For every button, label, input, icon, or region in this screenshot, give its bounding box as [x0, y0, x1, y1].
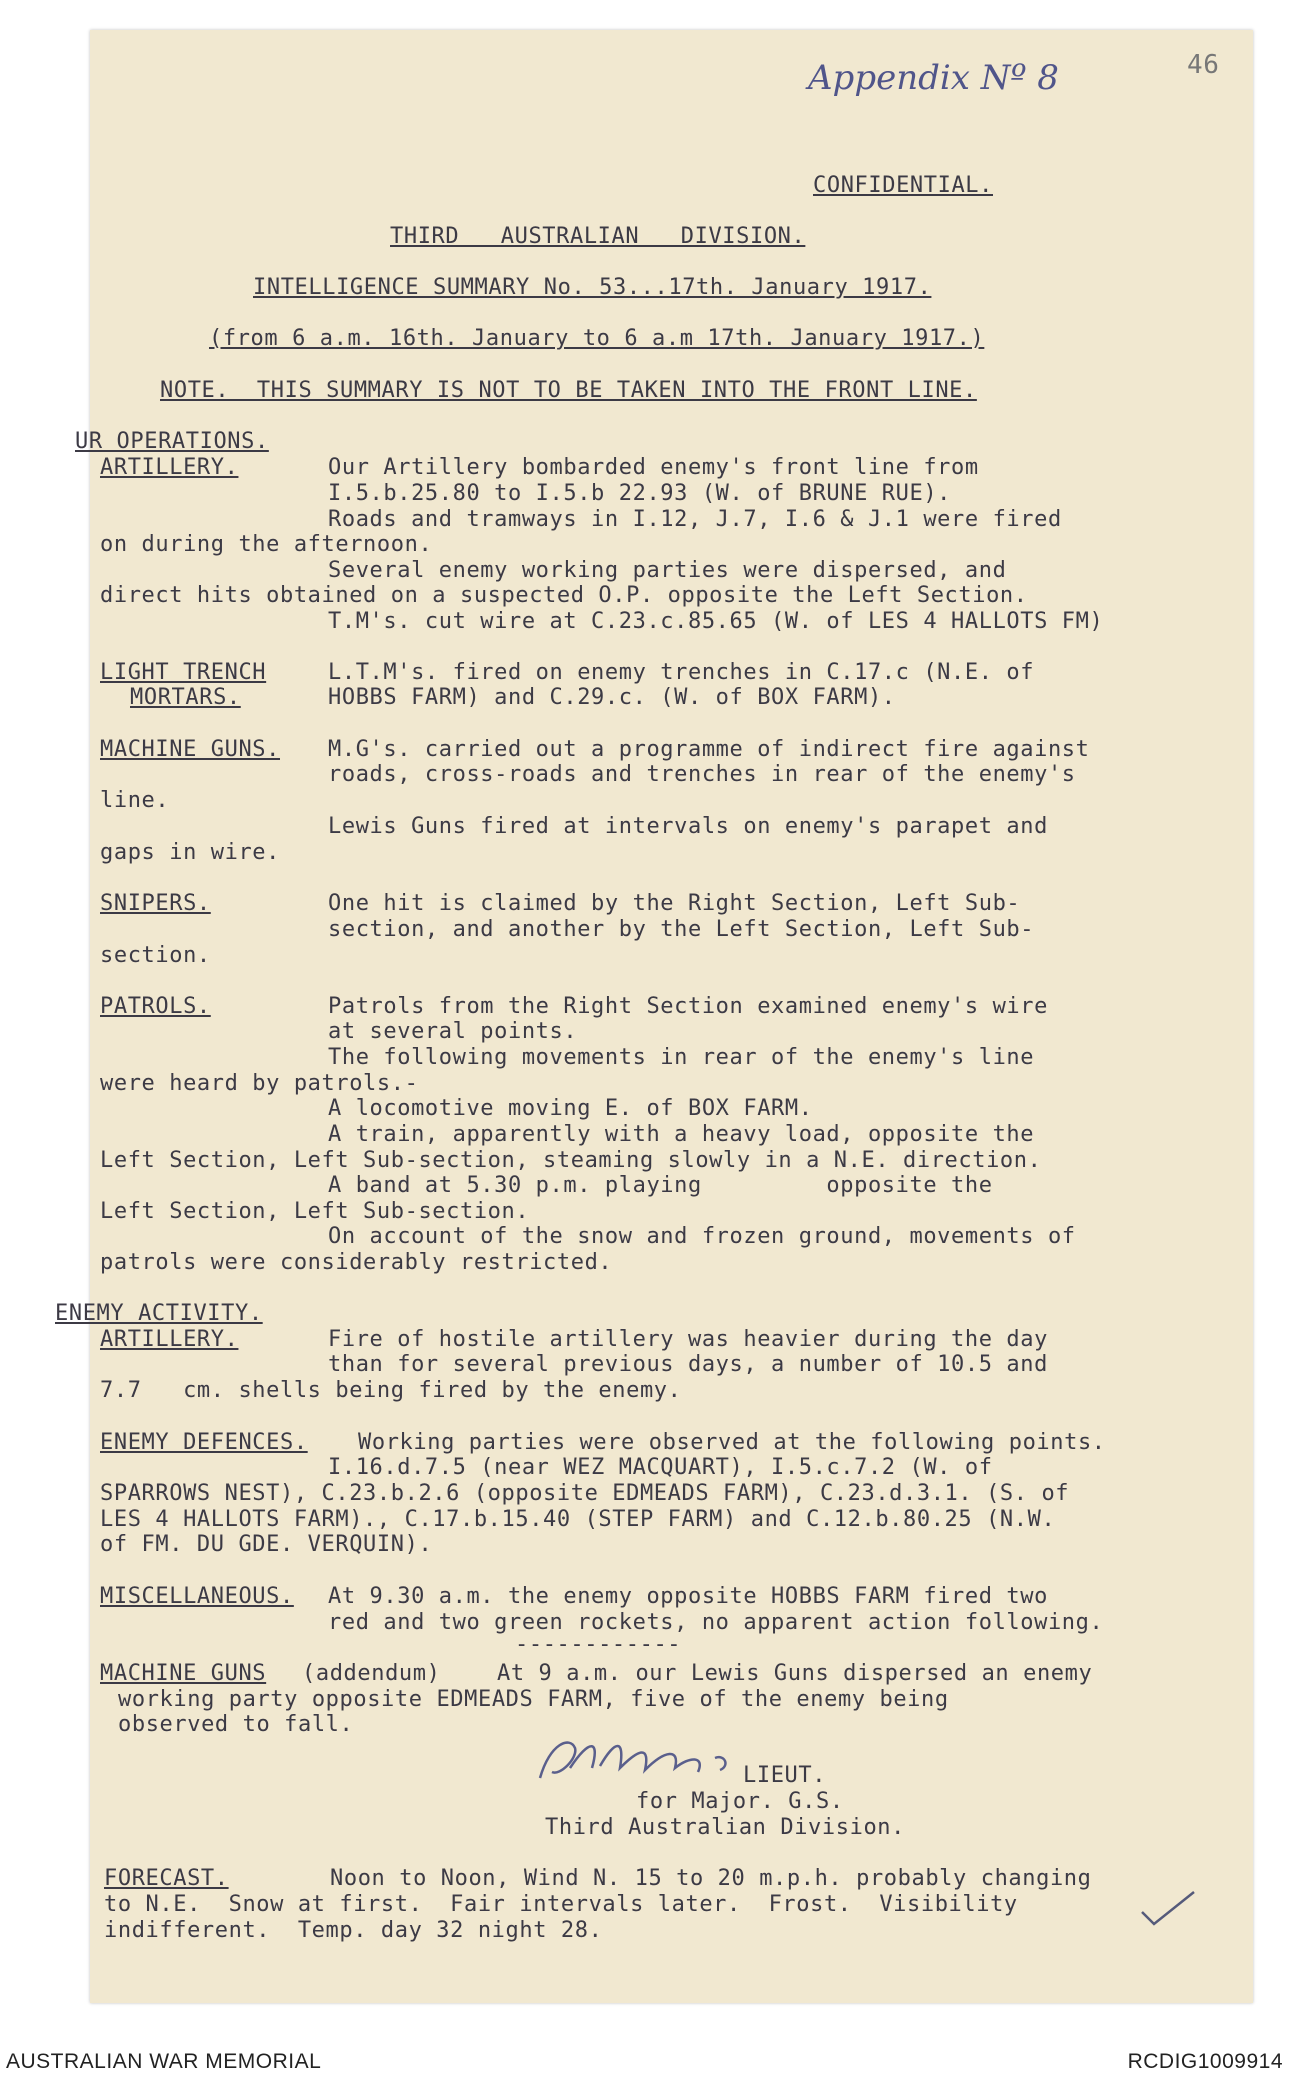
snipers-line: section.	[100, 943, 211, 968]
ltm-line: HOBBS FARM) and C.29.c. (W. of BOX FARM).	[328, 685, 896, 710]
artillery-line: T.M's. cut wire at C.23.c.85.65 (W. of LES 4 HALLOTS FM)	[328, 609, 1104, 634]
enemy-artillery-line: than for several previous days, a number of 10.5 and	[328, 1352, 1048, 1377]
artillery-line: Our Artillery bombarded enemy's front line from	[328, 455, 979, 480]
mg-addendum-label: MACHINE GUNS	[100, 1661, 267, 1686]
artillery-line: on during the afternoon.	[100, 532, 433, 557]
mg-addendum-line: At 9 a.m. our Lewis Guns dispersed an enemy	[497, 1661, 1093, 1686]
snipers-line: section, and another by the Left Section, Left Sub-	[328, 917, 1035, 942]
machine-guns-line: gaps in wire.	[100, 840, 280, 865]
forecast-line: Noon to Noon, Wind N. 15 to 20 m.p.h. probably changing	[330, 1866, 1092, 1891]
enemy-defences-line: LES 4 HALLOTS FARM)., C.17.b.15.40 (STEP FARM) and C.12.b.80.25 (N.W.	[100, 1507, 1056, 1532]
machine-guns-line: line.	[100, 788, 170, 813]
ltm-line: L.T.M's. fired on enemy trenches in C.17.c (N.E. of	[328, 660, 1035, 685]
enemy-artillery-line: Fire of hostile artillery was heavier during the day	[328, 1327, 1048, 1352]
miscellaneous-line: At 9.30 a.m. the enemy opposite HOBBS FARM fired two	[328, 1584, 1048, 1609]
patrols-line: patrols were considerably restricted.	[100, 1250, 613, 1275]
appendix-annotation: Appendix Nº 8	[808, 58, 1059, 98]
ltm-label: MORTARS.	[130, 685, 241, 710]
signature-rank: LIEUT.	[743, 1763, 827, 1788]
patrols-line: A train, apparently with a heavy load, opposite the	[328, 1122, 1035, 1147]
mg-addendum-line: working party opposite EDMEADS FARM, five of the enemy being	[118, 1687, 949, 1712]
artillery-line: direct hits obtained on a suspected O.P. opposite the Left Section.	[100, 583, 1028, 608]
confidential-label: CONFIDENTIAL.	[813, 173, 993, 198]
enemy-artillery-line: 7.7 cm. shells being fired by the enemy.	[100, 1378, 682, 1403]
mg-addendum-suffix: (addendum)	[302, 1661, 441, 1686]
patrols-line: A band at 5.30 p.m. playing opposite the	[328, 1173, 993, 1198]
machine-guns-label: MACHINE GUNS.	[100, 737, 280, 762]
patrols-line: On account of the snow and frozen ground, movements of	[328, 1224, 1076, 1249]
division-title: THIRD AUSTRALIAN DIVISION.	[390, 224, 806, 249]
footer-institution: AUSTRALIAN WAR MEMORIAL	[6, 2050, 322, 2073]
ltm-label: LIGHT TRENCH	[100, 660, 267, 685]
patrols-line: Left Section, Left Sub-section.	[100, 1199, 530, 1224]
enemy-defences-line: of FM. DU GDE. VERQUIN).	[100, 1532, 433, 1557]
snipers-line: One hit is claimed by the Right Section, Left Sub-	[328, 891, 1021, 916]
signature-for: for Major. G.S.	[636, 1789, 844, 1814]
enemy-activity-heading: ENEMY ACTIVITY.	[55, 1301, 263, 1326]
forecast-line: indifferent. Temp. day 32 night 28.	[104, 1918, 603, 1943]
artillery-line: I.5.b.25.80 to I.5.b 22.93 (W. of BRUNE RUE).	[328, 481, 952, 506]
miscellaneous-line: red and two green rockets, no apparent action following.	[328, 1610, 1104, 1635]
period-line: (from 6 a.m. 16th. January to 6 a.m 17th. January 1917.)	[209, 326, 985, 351]
separator: ------------	[515, 1632, 682, 1657]
patrols-line: Patrols from the Right Section examined enemy's wire	[328, 994, 1048, 1019]
our-operations-heading: UR OPERATIONS.	[75, 429, 269, 454]
front-line-note: NOTE. THIS SUMMARY IS NOT TO BE TAKEN INTO THE FRONT LINE.	[160, 378, 977, 403]
patrols-line: were heard by patrols.-	[100, 1071, 419, 1096]
enemy-defences-line: Working parties were observed at the following points.	[358, 1430, 1106, 1455]
forecast-line: to N.E. Snow at first. Fair intervals later. Frost. Visibility	[104, 1892, 1018, 1917]
enemy-defences-label: ENEMY DEFENCES.	[100, 1430, 308, 1455]
mg-addendum-line: observed to fall.	[118, 1712, 354, 1737]
footer-record-id: RCDIG1009914	[1127, 2050, 1283, 2073]
machine-guns-line: roads, cross-roads and trenches in rear of the enemy's	[328, 762, 1076, 787]
artillery-label: ARTILLERY.	[100, 455, 239, 480]
machine-guns-line: M.G's. carried out a programme of indirect fire against	[328, 737, 1090, 762]
enemy-defences-line: I.16.d.7.5 (near WEZ MACQUART), I.5.c.7.2 (W. of	[328, 1455, 993, 1480]
patrols-line: Left Section, Left Sub-section, steaming slowly in a N.E. direction.	[100, 1148, 1042, 1173]
patrols-line: A locomotive moving E. of BOX FARM.	[328, 1096, 813, 1121]
forecast-label: FORECAST.	[104, 1866, 229, 1891]
snipers-label: SNIPERS.	[100, 891, 211, 916]
signature-unit: Third Australian Division.	[545, 1815, 905, 1840]
patrols-line: at several points.	[328, 1019, 578, 1044]
page-number: 46	[1187, 50, 1220, 80]
machine-guns-line: Lewis Guns fired at intervals on enemy's parapet and	[328, 814, 1048, 839]
summary-title: INTELLIGENCE SUMMARY No. 53...17th. January 1917.	[253, 275, 932, 300]
patrols-label: PATROLS.	[100, 994, 211, 1019]
enemy-artillery-label: ARTILLERY.	[100, 1327, 239, 1352]
artillery-line: Several enemy working parties were dispersed, and	[328, 558, 1007, 583]
signature-scrawl	[530, 1728, 745, 1788]
miscellaneous-label: MISCELLANEOUS.	[100, 1584, 294, 1609]
artillery-line: Roads and tramways in I.12, J.7, I.6 & J.1 were fired	[328, 507, 1062, 532]
check-mark-icon	[1138, 1888, 1198, 1928]
enemy-defences-line: SPARROWS NEST), C.23.b.2.6 (opposite EDMEADS FARM), C.23.d.3.1. (S. of	[100, 1481, 1070, 1506]
patrols-line: The following movements in rear of the enemy's line	[328, 1045, 1035, 1070]
